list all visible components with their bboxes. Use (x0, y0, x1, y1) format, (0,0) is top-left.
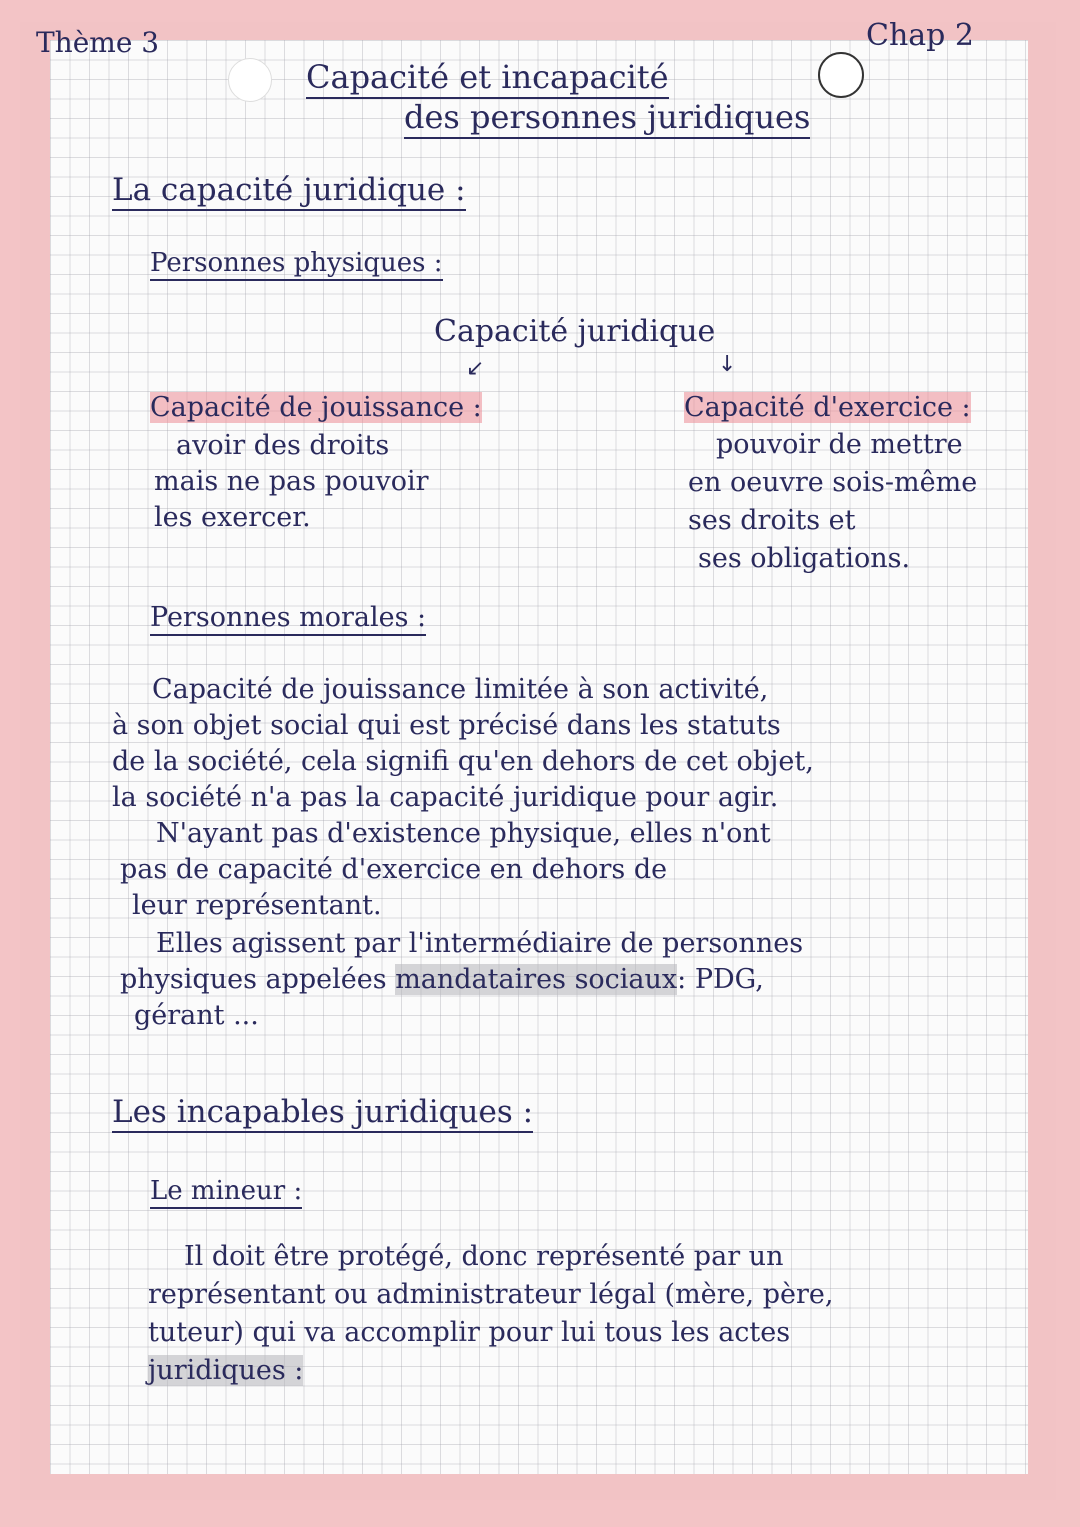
left-branch-title-text: Capacité de jouissance : (150, 392, 482, 423)
morales-line: leur représentant. (132, 890, 382, 921)
subheading-personnes-physiques: Personnes physiques : (150, 248, 443, 281)
morales-paragraph-2 (120, 816, 771, 924)
section-heading-incapables: Les incapables juridiques : (112, 1094, 533, 1133)
mineur-line: tuteur) qui va accomplir pour lui tous les actes (148, 1317, 791, 1348)
mineur-line: Il doit être protégé, donc représenté par un (184, 1241, 784, 1272)
punch-hole-right (818, 52, 864, 98)
punch-hole-left (228, 58, 272, 102)
left-text-line: mais ne pas pouvoir (154, 466, 429, 497)
morales-line: Capacité de jouissance limitée à son activité, (152, 674, 769, 705)
morales-paragraph-3 (120, 926, 803, 1034)
morales-line: N'ayant pas d'existence physique, elles n'ont (156, 818, 771, 849)
left-branch-title (150, 392, 482, 423)
right-text-line: en oeuvre sois-même (688, 467, 978, 498)
chapter-label: Chap 2 (866, 18, 974, 53)
morales-line: gérant ... (134, 1000, 259, 1031)
theme-label: Thème 3 (36, 26, 160, 59)
morales-paragraph-1 (112, 672, 814, 816)
morales-line (120, 962, 803, 998)
right-text-line: ses obligations. (698, 543, 911, 574)
left-branch-text (154, 428, 429, 536)
right-branch-text (688, 426, 977, 578)
left-text-line: avoir des droits (176, 430, 390, 461)
mineur-line (148, 1352, 833, 1390)
right-text-line: pouvoir de mettre (716, 429, 963, 460)
diagram-center-label: Capacité juridique (434, 314, 716, 349)
morales-line: la société n'a pas la capacité juridique pour agir. (112, 782, 779, 813)
arrow-left: ↙ (466, 356, 485, 381)
page-title-line1: Capacité et incapacité (306, 58, 669, 99)
mandataires-highlight: mandataires sociaux (395, 964, 678, 995)
section-heading-capacite: La capacité juridique : (112, 172, 466, 211)
right-text-line: ses droits et (688, 505, 856, 536)
right-branch-title-text: Capacité d'exercice : (684, 392, 971, 423)
left-text-line: les exercer. (154, 502, 311, 533)
morales-line: pas de capacité d'exercice en dehors de (120, 854, 668, 885)
page-title-line2: des personnes juridiques (404, 98, 810, 139)
morales-line: à son objet social qui est précisé dans les statuts (112, 710, 781, 741)
subheading-personnes-morales: Personnes morales : (150, 602, 426, 636)
morales-line-part: physiques appelées (120, 964, 396, 995)
right-branch-title (684, 392, 971, 423)
morales-line: de la société, cela signifi qu'en dehors de cet objet, (112, 746, 814, 777)
mineur-paragraph (148, 1238, 833, 1390)
mineur-line: représentant ou administrateur légal (mère, père, (148, 1279, 834, 1310)
juridiques-highlight: juridiques : (148, 1355, 304, 1386)
morales-line: Elles agissent par l'intermédiaire de personnes (156, 928, 804, 959)
morales-line-part: : PDG, (677, 964, 764, 995)
arrow-right: ↓ (718, 352, 737, 377)
subheading-mineur: Le mineur : (150, 1176, 302, 1209)
